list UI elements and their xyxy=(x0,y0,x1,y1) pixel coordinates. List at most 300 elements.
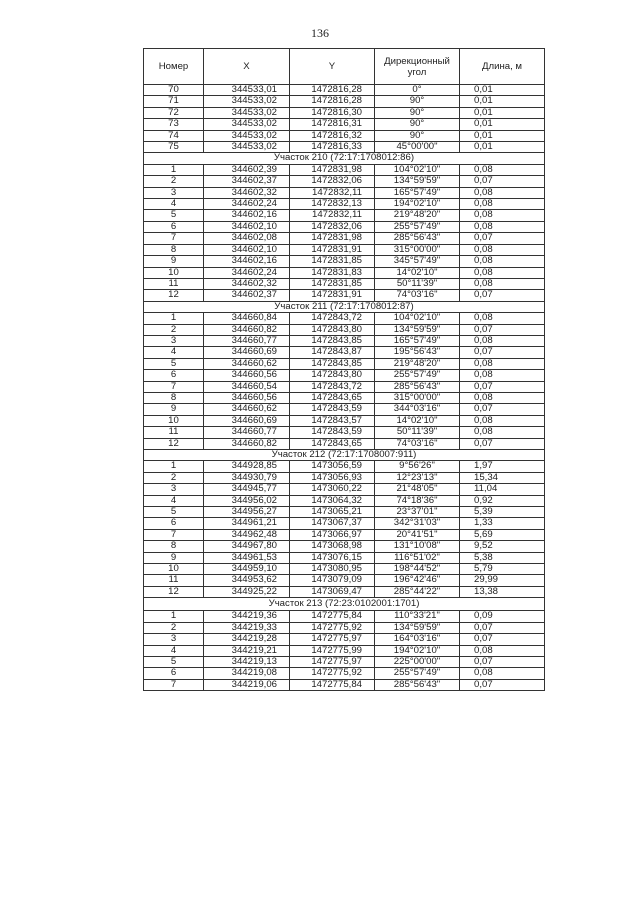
point-number: 8 xyxy=(144,244,204,255)
y-coordinate: 1472775,84 xyxy=(290,611,375,622)
direction-angle: 285°56'43" xyxy=(375,679,460,690)
page-number: 136 xyxy=(311,26,329,40)
point-number: 3 xyxy=(144,484,204,495)
length: 0,92 xyxy=(460,495,545,506)
direction-angle: 219°48'20" xyxy=(375,358,460,369)
point-number: 3 xyxy=(144,187,204,198)
table-row xyxy=(144,267,545,278)
point-number: 3 xyxy=(144,634,204,645)
table-row xyxy=(144,290,545,301)
point-number: 7 xyxy=(144,529,204,540)
x-coordinate: 344533,02 xyxy=(204,96,290,107)
x-coordinate: 344602,10 xyxy=(204,221,290,232)
x-coordinate: 344602,24 xyxy=(204,267,290,278)
x-coordinate: 344602,37 xyxy=(204,290,290,301)
x-coordinate: 344602,32 xyxy=(204,187,290,198)
length: 0,08 xyxy=(460,199,545,210)
direction-angle: 20°41'51" xyxy=(375,529,460,540)
x-coordinate: 344660,62 xyxy=(204,358,290,369)
table-row xyxy=(144,586,545,597)
y-coordinate: 1473076,15 xyxy=(290,552,375,563)
direction-angle: 164°03'16" xyxy=(375,634,460,645)
direction-angle: 74°03'16" xyxy=(375,290,460,301)
direction-angle: 131°10'08" xyxy=(375,541,460,552)
length: 0,09 xyxy=(460,611,545,622)
x-coordinate: 344928,85 xyxy=(204,461,290,472)
point-number: 4 xyxy=(144,347,204,358)
point-number: 6 xyxy=(144,221,204,232)
length: 0,01 xyxy=(460,96,545,107)
y-coordinate: 1472843,65 xyxy=(290,392,375,403)
direction-angle: 285°44'22" xyxy=(375,586,460,597)
table-row xyxy=(144,324,545,335)
header-x: X xyxy=(204,49,290,85)
x-coordinate: 344956,02 xyxy=(204,495,290,506)
y-coordinate: 1472775,97 xyxy=(290,656,375,667)
table-row xyxy=(144,611,545,622)
table-row xyxy=(144,552,545,563)
point-number: 11 xyxy=(144,278,204,289)
y-coordinate: 1472832,11 xyxy=(290,187,375,198)
direction-angle: 315°00'00" xyxy=(375,244,460,255)
x-coordinate: 344660,84 xyxy=(204,313,290,324)
direction-angle: 21°48'05" xyxy=(375,484,460,495)
direction-angle: 196°42'46" xyxy=(375,575,460,586)
table-row xyxy=(144,668,545,679)
x-coordinate: 344945,77 xyxy=(204,484,290,495)
length: 0,08 xyxy=(460,427,545,438)
length: 0,08 xyxy=(460,335,545,346)
x-coordinate: 344219,13 xyxy=(204,656,290,667)
table-row xyxy=(144,529,545,540)
y-coordinate: 1472832,06 xyxy=(290,176,375,187)
y-coordinate: 1472775,97 xyxy=(290,634,375,645)
point-number: 6 xyxy=(144,518,204,529)
y-coordinate: 1472843,65 xyxy=(290,438,375,449)
y-coordinate: 1473056,59 xyxy=(290,461,375,472)
x-coordinate: 344602,16 xyxy=(204,210,290,221)
point-number: 7 xyxy=(144,233,204,244)
y-coordinate: 1472775,92 xyxy=(290,668,375,679)
point-number: 6 xyxy=(144,370,204,381)
x-coordinate: 344961,21 xyxy=(204,518,290,529)
table-row xyxy=(144,507,545,518)
direction-angle: 194°02'10" xyxy=(375,645,460,656)
y-coordinate: 1472843,85 xyxy=(290,335,375,346)
point-number: 7 xyxy=(144,381,204,392)
length: 0,08 xyxy=(460,278,545,289)
table-row xyxy=(144,221,545,232)
direction-angle: 104°02'10" xyxy=(375,164,460,175)
point-number: 75 xyxy=(144,142,204,153)
table-row xyxy=(144,210,545,221)
direction-angle: 74°18'36" xyxy=(375,495,460,506)
table-row xyxy=(144,472,545,483)
direction-angle: 104°02'10" xyxy=(375,313,460,324)
table-row xyxy=(144,187,545,198)
table-row xyxy=(144,656,545,667)
x-coordinate: 344533,01 xyxy=(204,85,290,96)
y-coordinate: 1473060,22 xyxy=(290,484,375,495)
direction-angle: 14°02'10" xyxy=(375,415,460,426)
x-coordinate: 344219,28 xyxy=(204,634,290,645)
header-length: Длина, м xyxy=(460,49,545,85)
table-row xyxy=(144,404,545,415)
x-coordinate: 344660,54 xyxy=(204,381,290,392)
table-row xyxy=(144,370,545,381)
x-coordinate: 344533,02 xyxy=(204,107,290,118)
table-row xyxy=(144,119,545,130)
length: 0,07 xyxy=(460,622,545,633)
coordinates-table xyxy=(143,48,545,691)
direction-angle: 90° xyxy=(375,130,460,141)
point-number: 9 xyxy=(144,256,204,267)
direction-angle: 50°11'39" xyxy=(375,427,460,438)
y-coordinate: 1472831,98 xyxy=(290,164,375,175)
x-coordinate: 344660,82 xyxy=(204,438,290,449)
table-row xyxy=(144,392,545,403)
y-coordinate: 1473068,98 xyxy=(290,541,375,552)
length: 5,79 xyxy=(460,564,545,575)
table-row xyxy=(144,495,545,506)
direction-angle: 255°57'49" xyxy=(375,221,460,232)
section-header-row xyxy=(144,301,545,312)
x-coordinate: 344660,56 xyxy=(204,392,290,403)
x-coordinate: 344962,48 xyxy=(204,529,290,540)
x-coordinate: 344602,37 xyxy=(204,176,290,187)
header-y: Y xyxy=(290,49,375,85)
table-row xyxy=(144,164,545,175)
y-coordinate: 1472843,85 xyxy=(290,358,375,369)
table-row xyxy=(144,634,545,645)
x-coordinate: 344602,10 xyxy=(204,244,290,255)
point-number: 2 xyxy=(144,324,204,335)
y-coordinate: 1472843,80 xyxy=(290,370,375,381)
table-row xyxy=(144,142,545,153)
length: 1,97 xyxy=(460,461,545,472)
section-title: Участок 211 (72:17:1708012:87) xyxy=(144,301,545,312)
y-coordinate: 1472816,28 xyxy=(290,96,375,107)
y-coordinate: 1473080,95 xyxy=(290,564,375,575)
y-coordinate: 1473056,93 xyxy=(290,472,375,483)
direction-angle: 198°44'52" xyxy=(375,564,460,575)
y-coordinate: 1472775,92 xyxy=(290,622,375,633)
length: 0,08 xyxy=(460,244,545,255)
point-number: 6 xyxy=(144,668,204,679)
y-coordinate: 1472816,31 xyxy=(290,119,375,130)
y-coordinate: 1472831,91 xyxy=(290,244,375,255)
x-coordinate: 344602,24 xyxy=(204,199,290,210)
point-number: 11 xyxy=(144,575,204,586)
x-coordinate: 344925,22 xyxy=(204,586,290,597)
table-row xyxy=(144,199,545,210)
point-number: 5 xyxy=(144,358,204,369)
section-title: Участок 213 (72:23:0102001:1701) xyxy=(144,598,545,611)
length: 0,01 xyxy=(460,142,545,153)
y-coordinate: 1472816,33 xyxy=(290,142,375,153)
point-number: 5 xyxy=(144,656,204,667)
y-coordinate: 1472775,99 xyxy=(290,645,375,656)
point-number: 12 xyxy=(144,438,204,449)
point-number: 8 xyxy=(144,392,204,403)
table-row xyxy=(144,575,545,586)
direction-angle: 50°11'39" xyxy=(375,278,460,289)
table-row xyxy=(144,256,545,267)
table-row xyxy=(144,278,545,289)
point-number: 12 xyxy=(144,586,204,597)
table-row xyxy=(144,130,545,141)
x-coordinate: 344219,36 xyxy=(204,611,290,622)
point-number: 2 xyxy=(144,472,204,483)
point-number: 1 xyxy=(144,313,204,324)
y-coordinate: 1472831,91 xyxy=(290,290,375,301)
direction-angle: 255°57'49" xyxy=(375,668,460,679)
y-coordinate: 1472843,59 xyxy=(290,427,375,438)
length: 11,04 xyxy=(460,484,545,495)
point-number: 5 xyxy=(144,210,204,221)
table-row xyxy=(144,645,545,656)
y-coordinate: 1473066,97 xyxy=(290,529,375,540)
length: 0,01 xyxy=(460,119,545,130)
table-row xyxy=(144,313,545,324)
table-row xyxy=(144,518,545,529)
y-coordinate: 1473069,47 xyxy=(290,586,375,597)
table-row xyxy=(144,85,545,96)
direction-angle: 225°00'00" xyxy=(375,656,460,667)
table-row xyxy=(144,461,545,472)
x-coordinate: 344533,02 xyxy=(204,130,290,141)
y-coordinate: 1472831,98 xyxy=(290,233,375,244)
point-number: 2 xyxy=(144,176,204,187)
direction-angle: 342°31'03" xyxy=(375,518,460,529)
y-coordinate: 1472843,57 xyxy=(290,415,375,426)
length: 0,07 xyxy=(460,381,545,392)
point-number: 72 xyxy=(144,107,204,118)
table-body xyxy=(144,85,545,691)
section-header-row xyxy=(144,598,545,611)
point-number: 10 xyxy=(144,415,204,426)
length: 5,39 xyxy=(460,507,545,518)
point-number: 73 xyxy=(144,119,204,130)
direction-angle: 116°51'02" xyxy=(375,552,460,563)
header-direction-angle: Дирекционный угол xyxy=(375,49,460,85)
x-coordinate: 344660,56 xyxy=(204,370,290,381)
direction-angle: 134°59'59" xyxy=(375,176,460,187)
table-row xyxy=(144,427,545,438)
direction-angle: 110°33'21" xyxy=(375,611,460,622)
y-coordinate: 1472843,72 xyxy=(290,313,375,324)
table-row xyxy=(144,679,545,690)
point-number: 4 xyxy=(144,645,204,656)
point-number: 2 xyxy=(144,622,204,633)
x-coordinate: 344930,79 xyxy=(204,472,290,483)
direction-angle: 345°57'49" xyxy=(375,256,460,267)
point-number: 10 xyxy=(144,267,204,278)
x-coordinate: 344602,16 xyxy=(204,256,290,267)
table-row xyxy=(144,176,545,187)
x-coordinate: 344219,08 xyxy=(204,668,290,679)
table-row xyxy=(144,484,545,495)
point-number: 11 xyxy=(144,427,204,438)
table-row xyxy=(144,358,545,369)
y-coordinate: 1472832,13 xyxy=(290,199,375,210)
length: 0,08 xyxy=(460,370,545,381)
direction-angle: 134°59'59" xyxy=(375,622,460,633)
direction-angle: 74°03'16" xyxy=(375,438,460,449)
table-row xyxy=(144,335,545,346)
length: 0,07 xyxy=(460,438,545,449)
length: 0,08 xyxy=(460,358,545,369)
table-row xyxy=(144,96,545,107)
length: 0,07 xyxy=(460,404,545,415)
length: 5,38 xyxy=(460,552,545,563)
x-coordinate: 344602,32 xyxy=(204,278,290,289)
y-coordinate: 1472816,32 xyxy=(290,130,375,141)
table-row xyxy=(144,564,545,575)
direction-angle: 165°57'49" xyxy=(375,335,460,346)
point-number: 8 xyxy=(144,541,204,552)
x-coordinate: 344533,02 xyxy=(204,142,290,153)
length: 0,08 xyxy=(460,256,545,267)
x-coordinate: 344956,27 xyxy=(204,507,290,518)
x-coordinate: 344967,80 xyxy=(204,541,290,552)
x-coordinate: 344602,08 xyxy=(204,233,290,244)
section-header-row xyxy=(144,450,545,461)
y-coordinate: 1472832,11 xyxy=(290,210,375,221)
length: 0,08 xyxy=(460,392,545,403)
direction-angle: 285°56'43" xyxy=(375,233,460,244)
y-coordinate: 1473067,37 xyxy=(290,518,375,529)
length: 0,07 xyxy=(460,656,545,667)
x-coordinate: 344660,69 xyxy=(204,347,290,358)
point-number: 3 xyxy=(144,335,204,346)
y-coordinate: 1472831,83 xyxy=(290,267,375,278)
table-row xyxy=(144,622,545,633)
point-number: 5 xyxy=(144,507,204,518)
length: 0,08 xyxy=(460,164,545,175)
x-coordinate: 344219,06 xyxy=(204,679,290,690)
x-coordinate: 344660,77 xyxy=(204,427,290,438)
y-coordinate: 1472843,72 xyxy=(290,381,375,392)
length: 0,01 xyxy=(460,107,545,118)
point-number: 4 xyxy=(144,495,204,506)
y-coordinate: 1472843,80 xyxy=(290,324,375,335)
point-number: 70 xyxy=(144,85,204,96)
point-number: 1 xyxy=(144,461,204,472)
direction-angle: 285°56'43" xyxy=(375,381,460,392)
y-coordinate: 1472831,85 xyxy=(290,256,375,267)
table-row xyxy=(144,381,545,392)
point-number: 12 xyxy=(144,290,204,301)
x-coordinate: 344533,02 xyxy=(204,119,290,130)
length: 0,07 xyxy=(460,679,545,690)
y-coordinate: 1472816,28 xyxy=(290,85,375,96)
length: 0,01 xyxy=(460,85,545,96)
length: 0,07 xyxy=(460,176,545,187)
table-row xyxy=(144,347,545,358)
x-coordinate: 344953,62 xyxy=(204,575,290,586)
length: 0,08 xyxy=(460,645,545,656)
section-title: Участок 212 (72:17:1708007:911) xyxy=(144,450,545,461)
direction-angle: 14°02'10" xyxy=(375,267,460,278)
length: 0,07 xyxy=(460,233,545,244)
length: 0,01 xyxy=(460,130,545,141)
table-row xyxy=(144,415,545,426)
table-header-row xyxy=(144,49,545,85)
direction-angle: 344°03'16" xyxy=(375,404,460,415)
point-number: 9 xyxy=(144,552,204,563)
point-number: 71 xyxy=(144,96,204,107)
length: 0,08 xyxy=(460,210,545,221)
x-coordinate: 344660,69 xyxy=(204,415,290,426)
direction-angle: 90° xyxy=(375,96,460,107)
length: 29,99 xyxy=(460,575,545,586)
point-number: 4 xyxy=(144,199,204,210)
length: 13,38 xyxy=(460,586,545,597)
x-coordinate: 344660,77 xyxy=(204,335,290,346)
x-coordinate: 344660,62 xyxy=(204,404,290,415)
length: 0,07 xyxy=(460,634,545,645)
direction-angle: 195°56'43" xyxy=(375,347,460,358)
y-coordinate: 1472816,30 xyxy=(290,107,375,118)
table-row xyxy=(144,233,545,244)
direction-angle: 255°57'49" xyxy=(375,370,460,381)
direction-angle: 23°37'01" xyxy=(375,507,460,518)
length: 0,07 xyxy=(460,347,545,358)
point-number: 1 xyxy=(144,164,204,175)
length: 0,07 xyxy=(460,290,545,301)
x-coordinate: 344602,39 xyxy=(204,164,290,175)
y-coordinate: 1472775,84 xyxy=(290,679,375,690)
section-header-row xyxy=(144,153,545,164)
direction-angle: 90° xyxy=(375,107,460,118)
y-coordinate: 1473065,21 xyxy=(290,507,375,518)
length: 5,69 xyxy=(460,529,545,540)
point-number: 1 xyxy=(144,611,204,622)
y-coordinate: 1473079,09 xyxy=(290,575,375,586)
direction-angle: 0° xyxy=(375,85,460,96)
point-number: 7 xyxy=(144,679,204,690)
direction-angle: 45°00'00" xyxy=(375,142,460,153)
direction-angle: 165°57'49" xyxy=(375,187,460,198)
x-coordinate: 344959,10 xyxy=(204,564,290,575)
length: 0,08 xyxy=(460,267,545,278)
point-number: 10 xyxy=(144,564,204,575)
y-coordinate: 1472843,59 xyxy=(290,404,375,415)
y-coordinate: 1472832,06 xyxy=(290,221,375,232)
length: 0,08 xyxy=(460,668,545,679)
table-row xyxy=(144,244,545,255)
direction-angle: 134°59'59" xyxy=(375,324,460,335)
length: 0,08 xyxy=(460,187,545,198)
table-row xyxy=(144,107,545,118)
table-row xyxy=(144,438,545,449)
section-title: Участок 210 (72:17:1708012:86) xyxy=(144,153,545,164)
x-coordinate: 344660,82 xyxy=(204,324,290,335)
direction-angle: 9°56'26" xyxy=(375,461,460,472)
y-coordinate: 1472831,85 xyxy=(290,278,375,289)
length: 0,08 xyxy=(460,415,545,426)
x-coordinate: 344219,21 xyxy=(204,645,290,656)
direction-angle: 194°02'10" xyxy=(375,199,460,210)
direction-angle: 315°00'00" xyxy=(375,392,460,403)
x-coordinate: 344961,53 xyxy=(204,552,290,563)
point-number: 9 xyxy=(144,404,204,415)
length: 1,33 xyxy=(460,518,545,529)
y-coordinate: 1473064,32 xyxy=(290,495,375,506)
header-number: Номер xyxy=(144,49,204,85)
length: 0,07 xyxy=(460,324,545,335)
